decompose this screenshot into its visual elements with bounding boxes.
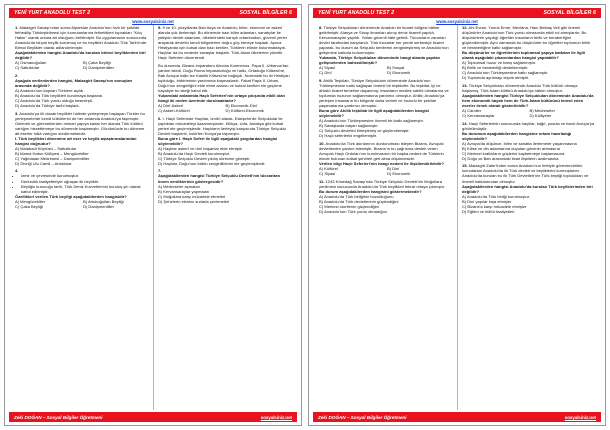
question-passage: Anadolu'ya ilk olarak beylikler halinde yerleşmeye başlayan Türkler bu yerleşmelerde kendi kültürlerini de her anlamda Anadolu'ya taşımıştır. Gelenek ve göreneklerden mimari yapıya kadar her alanda Türk kültürü varlığını hissettirmeye bu dönemde başlamıştır. Günümüzde bu döneme ait eserler hâlâ varlığını sürdürmektedir.	[15, 110, 145, 136]
answer-option[interactable]: D) Külliyeler	[529, 113, 552, 119]
answer-options	[462, 194, 595, 214]
answer-option[interactable]: D) Danişmentliler	[83, 65, 115, 71]
answer-option[interactable]: C) Saltuklular	[15, 65, 40, 71]
answer-option[interactable]: B) Savaşlarda başarı sağlamıştır.	[319, 123, 379, 129]
answer-option[interactable]: C) Çaka Beyliği	[15, 203, 43, 209]
answer-option[interactable]: A) Kültürel	[319, 166, 338, 172]
question-number: 4.	[15, 168, 19, 174]
question-block	[15, 168, 149, 208]
question-passage: Türkiye Selçukluları döneminde Anadolu bir ticaret bölgesi hâline getirilmiştir. Alanya ve Sinop limanları alınıp deniz ticareti yapıldı. Kervansaraylar yapıldı. Yolları güvenli hâle getirdi. Tüccarların zararları devlet tarafından karşılandı. Türk tüccarlar her yerde serbestçe ticaret yaparak, bu durum da Selçuklu kentlerini zenginleştirmiş ve Anadolu'nun gelişimine katkıda bulunmuştur.	[319, 25, 449, 56]
answer-option[interactable]: C) Merkezi krallıkların güçlerini kaybetmeye başlamasına	[462, 150, 565, 156]
answer-option[interactable]: D) Doğu ve Batı arasındaki ticari ilişkilerin azalmasına	[462, 155, 559, 161]
answer-option[interactable]: C) Siyasî	[319, 171, 336, 177]
answer-option[interactable]: B) Medreseler	[529, 108, 555, 114]
footer-author: Zeki DOĞAN – Sosyal Bilgiler Öğretmeni	[14, 414, 103, 420]
answer-option[interactable]: A) Toplumsal huzur ve barış sağlanmıştır.	[462, 60, 537, 66]
answer-options	[158, 103, 291, 113]
question-number: 6.	[158, 115, 162, 121]
question-number: 14.	[462, 120, 468, 126]
answer-options	[15, 199, 149, 209]
question-block	[158, 168, 291, 203]
answer-option[interactable]: D) Divriği Ulu Camii – Artuklular	[15, 161, 72, 166]
question-stem: Bu durumun aşağıdakilerden hangisine ortam hazırladığı söylenebilir?	[462, 130, 572, 141]
question-passage: I. Haçlı Seferinde Haçlılar, İznik'i alarak, Eskişehir'de Selçuklular ile yaptıkları mücadeleyi kazanmışlardır. Kilikya, Urfa, Antakya gibi kutsal yerleri ele geçirmişlerdir. Haçlıların ilerleyişi karşısında Türkiye Selçuklu Devleti başkenti, İznik'ten Konya'ya taşımıştır.	[158, 115, 286, 136]
footer-url[interactable]: sosyalciniz.net	[260, 414, 292, 420]
site-link[interactable]: www.sosyalciniz.net	[132, 19, 174, 24]
question-text	[158, 63, 291, 93]
answer-option[interactable]: A) Mengücekliler	[15, 198, 46, 204]
question-stem: Bu durum aşağıdakilerden hangisini göstermektedir?	[319, 188, 422, 194]
question-text	[462, 83, 595, 93]
question-passage: Malazgirt Zaferi'nden sonra Anadolu'nun fethiyle görevlendirilen komutanlar Anadolu'da ilk Türk devleti ve beyliklerini kurmuşlardır. Anadolu'da kurulan bu ilk Türk Devletleri'nin Türk beyliği toplulukları ve önemli katkılarından olmuştur.	[462, 163, 589, 184]
answer-option[interactable]: A) Anadolu'nun Türkleşmesine önemli bir katkı sağlamıştır.	[319, 118, 424, 124]
question-number: 7.	[158, 168, 162, 174]
column-left	[315, 25, 457, 410]
question-text	[158, 25, 291, 60]
question-passage: 9 ve 10. yüzyıllarda Batı Asya ve Anadolu; bilim, ekonomi ve askerî alanda çok ilerlemişti. Bu dönemde bazı bilim adamları, sanatçılar ile yetişkin devlet adamları, ülkelerindeki karışık ortamlardan, güvenli yerler arayarak devletin kendi bölgelerine doğru göç etmeye başladı. Aynca Hristiyanlar için kutsal olan bazı kentler, Türklerin elinde bulunmaktaydı. Haçlılar da bu nedenle savaşlar başlattı. Türk-İslam ülkelerine yönelik Haçlı Seferleri düzenlendi.	[158, 25, 288, 61]
answer-option[interactable]: D) Toplumda ayrılmayı teşvik etmiştir.	[462, 75, 529, 81]
subject-title: SOSYAL BİLGİLER 6	[239, 10, 292, 16]
answer-option[interactable]: B) Dinî	[387, 166, 400, 172]
question-block	[158, 63, 291, 113]
answer-option[interactable]: A) Medreseler açmaları	[158, 183, 201, 189]
question-block	[462, 83, 595, 118]
answer-option[interactable]: D) Eğitim ve kültür faaliyetleri	[462, 208, 515, 214]
answer-option[interactable]: A) Osmanoğulları	[15, 60, 47, 66]
question-stem: Buna göre Ahilik teşkilatı ile ilgili aşağıdakilerden hangisi söylenebilir?	[319, 108, 430, 119]
column-right	[457, 25, 599, 410]
question-number: 1.	[15, 25, 19, 30]
question-text	[319, 78, 453, 108]
site-link[interactable]: www.sosyalciniz.net	[436, 19, 478, 24]
question-block	[319, 179, 453, 214]
answer-options	[158, 184, 291, 204]
answer-option[interactable]: C) Moğollara karşı mücadele etmeleri	[158, 193, 226, 199]
answer-option[interactable]: B) Ekonomik-Dinî	[225, 103, 257, 109]
page-footer-bar	[9, 412, 297, 422]
answer-option[interactable]: D) Şehirlerin etrafını surlarla çevirmeleri	[158, 198, 230, 204]
answer-option[interactable]: C) Yağıbasan Medresesi – Danişmentliler	[15, 155, 90, 161]
page-header-bar	[313, 8, 601, 18]
answer-option[interactable]: A) Haçlılar askerî ve dinî başarılar elde etmiştir.	[158, 145, 243, 151]
answer-option[interactable]: B) Anadolu'da Türk beylikleri kurulmaya başlandı.	[15, 93, 104, 98]
question-stem: Yukarıda, Türkiye Selçukluları döneminde hangi alanda yapılan gelişmelerden bahsedilmiştir?	[319, 55, 440, 66]
question-stem: Aşağıdakilerden hangisi Türkiye Selçuklu Devleti'nin tüccarlara önem verdiklerinin göstergesidir?	[158, 173, 280, 184]
answer-option[interactable]: B) Mama Hatun Külliyesi – Mengücekliler	[15, 150, 89, 156]
answer-option[interactable]: A) Siyasî	[319, 65, 336, 71]
question-block	[158, 116, 291, 166]
question-number: 5.	[158, 25, 162, 30]
question-stem: Bu düşünürler ve öğretilerinin toplumsal yapıya katkıları ile ilgili olarak aşağıdaki çıkarımlardan hangisi yapılabilir?	[462, 50, 586, 61]
answer-option[interactable]: C) Askerî-Kültürel	[158, 108, 190, 114]
question-passage: Ahi Evran, Yunus Emre, Mevlâna, Hacı Bektaş Veli gibi önemli düşünürler Anadolu'nun Türk yurdu olmasında etkili rol almışlardır. Bu düşünürlerin yaydığı öğretiler insanların birlik ve beraberliğini güçlendirmiştir. Aynı zamanda bu düşünürler bu öğretiler toplumun birlik ve beraberliğine katkı sağlamıştır.	[462, 25, 591, 51]
answer-option[interactable]: C) Bizans'a karşı mücadele etmişler	[462, 203, 527, 209]
question-number: 3.	[15, 110, 19, 116]
question-text	[462, 25, 595, 50]
question-block	[15, 73, 149, 108]
answer-option[interactable]: D) Ekonomik	[387, 171, 411, 177]
answer-option[interactable]: A) Camiler	[462, 108, 482, 114]
answer-option[interactable]: D) Haçlı seferlerini engellemiştir.	[319, 133, 378, 139]
question-number: 2.	[15, 72, 19, 78]
question-number: 12.	[462, 25, 468, 30]
answer-options	[319, 166, 453, 176]
answer-option[interactable]: D) Haçlılar, Doğu'nun bütün zenginliklerini ele geçirmişlerdir.	[158, 161, 266, 166]
answer-option[interactable]: B) Kervansaraylar yapmaları	[158, 188, 210, 194]
question-text	[462, 121, 595, 131]
question-block	[15, 111, 149, 167]
answer-option[interactable]: A) Malabadi Köprüsü – Saltuklular	[15, 145, 77, 151]
question-text	[319, 25, 453, 55]
question-columns	[11, 25, 295, 410]
answer-option[interactable]: A) Dinî-Askerî	[158, 103, 184, 109]
question-block	[319, 141, 453, 176]
question-text	[15, 111, 149, 136]
answer-options	[462, 60, 595, 80]
answer-options	[15, 88, 149, 108]
question-number: 10.	[319, 140, 325, 146]
question-block	[462, 25, 595, 81]
question-text	[15, 25, 149, 50]
answer-option[interactable]: B) Dinî yapılar inşa etmişler	[462, 198, 512, 204]
question-number: 9.	[319, 77, 323, 83]
answer-option[interactable]: A) Anadolu'da Türk birliği kurulmuştur.	[462, 193, 530, 199]
question-passage: Türkiye Selçukluları döneminde Anadolu Türk kültürü olmaya başlamış, Türk-İslam kültürü Anadolu'ya hâkim olmuştur.	[462, 82, 578, 93]
subject-title: SOSYAL BİLGİLER 6	[543, 10, 596, 16]
question-block	[462, 121, 595, 161]
question-stem: Aşağıdakilerden hangisi Anadolu'da kurulan birinci beyliklerden biri değildir?	[15, 50, 146, 61]
question-columns	[315, 25, 599, 410]
answer-options	[319, 194, 453, 214]
footer-author: Zeki DOĞAN – Sosyal Bilgiler Öğretmeni	[318, 414, 407, 420]
answer-options	[462, 108, 595, 118]
answer-option[interactable]: D) Ekonomik	[387, 70, 411, 76]
question-text	[319, 179, 453, 189]
page-left	[4, 4, 302, 426]
question-block	[319, 25, 453, 75]
answer-option[interactable]: D) Danişmentliler	[83, 203, 115, 209]
answer-options	[15, 146, 149, 166]
answer-option[interactable]: C) Anadolu'nun Türkleşmesine katkı sağlamıştır.	[462, 70, 549, 76]
column-left	[11, 25, 153, 410]
question-passage: Anadolu'da Türk akınlarının durdurulması isteyen Bizans, Avrupalı devletlerden yardım istemiştir. Bizans'ın bu çağrısına destek veren Avrupalı Haçlı Orduları'nın kurulmasının bir başka nedeni de Türklerin elinde bulunan kutsal şehirleri geri alma düşüncesidir.	[319, 140, 444, 161]
answer-option[interactable]: D) Kültürel-Ekonomik	[225, 108, 264, 114]
question-passage: Bu durumda, Bizans imparatoru Alexios Komnenos, Papa II. Urbanus'tan yardım istedi. Doğu Roma İmparatorluğu ve halkı, Ortadoğu Kilisesi'ne, Batı Avrupa halkı ise Katolik Kilisesi'ne bağlıydı. Normalde bu iki Hristiyan topluluğu, birbirlerinin yardımına koşmazlardı. Fakat Papa II. Urban, Doğu'nun zenginliğini elde etme arzusu ve kutsal kentleri ele geçirme hayaliyle bu isteği kabul etti.	[158, 62, 290, 93]
answer-options	[158, 146, 291, 166]
question-text	[319, 141, 453, 161]
question-block	[319, 78, 453, 139]
column-right	[153, 25, 295, 410]
page-header-bar	[9, 8, 297, 18]
question-text	[462, 163, 595, 183]
question-number: 8.	[319, 25, 323, 30]
answer-option[interactable]: D) Anadolu'nun Türk yurdu olmadığını	[319, 208, 387, 214]
page-right	[308, 4, 606, 426]
answer-options	[462, 141, 595, 161]
question-block	[158, 25, 291, 60]
question-text	[158, 116, 291, 136]
test-title: YENİ YURT ANADOLU TEST 2	[318, 10, 395, 16]
answer-option[interactable]: A) Anadolu'da Türk birliğinin bozulduğunu	[319, 193, 394, 199]
answer-options	[319, 118, 453, 138]
answer-option[interactable]: B) Kilise ve din adamlarına duyulan güvenin artmasına	[462, 145, 560, 151]
question-number: 15.	[462, 163, 468, 169]
question-stem: Aşağıdakilerden hangisi Anadolu'da kurulan Türk beyliklerinden biri değildir?	[462, 183, 593, 194]
question-stem: I. Türk beylikleri dönemine ait eser ve beylik aşlaştırmalarından hangisi doğrudur?	[15, 135, 137, 146]
test-title: YENİ YURT ANADOLU TEST 2	[14, 10, 91, 16]
question-passage: Haçlı Seferlerinin sonucunda haçlılar, kağıt, pusula ve barut Avrupa'ya götürülmüştür.	[462, 120, 595, 131]
answer-option[interactable]: B) Artukoğulları Beyliği	[83, 198, 124, 204]
answer-option[interactable]: B) Anadolu'da Türk devletlerinin güçlendiğini	[319, 198, 399, 204]
page-footer-bar	[313, 412, 601, 422]
question-passage: Malazgirt Savaşı'ndan sonra Alparslan Anadolu'nun hızlı bir şekilde fethedilip Türkleştirilmesi için komutanlarına fethettikleri toprakları "Kılıç Hakkı" olarak onlara ait olduğunu belirtmiştir. Bu uygulamanın sonucunda Anadolu'da birçok beylik kurulmuş ve bu beylikler Anadolu Türk Tarihi'nde Birinci Beylikler olarak adlandırılmıştır.	[15, 25, 147, 51]
answer-option[interactable]: B) Anadolu'da Haçlı Devleti kurulmuştur.	[158, 150, 231, 156]
answer-option[interactable]: C) Kervansaraylar	[462, 113, 495, 119]
answer-option[interactable]: B) Birlik ve beraberliği desteklemiştir.	[462, 65, 529, 71]
question-block	[15, 25, 149, 70]
question-passage: 1243 Kösedağ Savaşı'nda Türkiye Selçuklu Devleti'nin Moğollara yenilmesi sonucunda Anadolu'da Türk beylikleri tekrar ortaya çıkmıştır.	[319, 178, 445, 189]
bullet-item: • Beyliğin kurucuğu tarih, Türk Deniz Kuvvetlerinin kuruluş yılı olarak kabul edilmiştir.	[21, 184, 149, 194]
answer-option[interactable]: C) Anadolu'da Türk yurdu olduğu kesinleşti.	[15, 98, 93, 104]
answer-option[interactable]: C) Selçuklu devletini birleştirmiş ve güçlendirmiştir.	[319, 128, 410, 134]
answer-option[interactable]: C) Dinî	[319, 70, 332, 76]
question-passage: Ahilik Teşkilatı, Türkiye Selçukluları döneminde Anadolu'nun Türkleşmesine katkı sağlayan önemli bir teşkilattır. Bu teşkilat, iyi ve ahlaklı ticaret temeline dayanmış; insanların meslek sahibi olmalarına ve toplumda huzurun sağlanmasına yardımcı olmuştur. Ahilik; Anadolu'ya yerleşen insanların bu bölgede daha verimli ve huzurlu bir şekilde yaşamalarına yardımcı olmuştur.	[319, 77, 449, 109]
answer-option[interactable]: B) Çaka Beyliği	[83, 60, 111, 66]
answer-option[interactable]: D) Anadolu'da Türkiye tarihi başladı.	[15, 103, 80, 109]
answer-options	[319, 65, 453, 75]
question-block	[462, 163, 595, 213]
question-stem: Buna göre I. Haçlı Seferi ile ilgili aşağıdaki yargılardan hangisi söylenebilir?	[158, 135, 278, 146]
answer-options	[15, 60, 149, 70]
question-stem: Verilen bilgi Haçlı Seferleri'nin hangi nedeni ile ilişkilendirilebilir?	[319, 161, 445, 166]
question-stem: Yukarıdaki anlatımda Haçlı Seferleri'nin ortaya çıkışında etkili olan hangi iki neden üzerinde durulmaktadır?	[158, 93, 285, 104]
bullet-item: • Denizcilik faaliyetleriyle uğraşan ilk beyliktir.	[21, 179, 149, 184]
bullet-list	[15, 173, 149, 193]
question-number: 13.	[462, 82, 468, 88]
footer-url[interactable]: sosyalciniz.net	[564, 414, 596, 420]
question-stem: Aşağıdakilerden hangisi Türkiye Selçukluları döneminde Anadolu'da hem ekonomik hayatı hem de Türk-İslam kültürünü temsil eden eserler örnek olarak gösterilebilir?	[462, 93, 594, 109]
question-stem: Aşağıda verilenlerden hangisi, Malazgirt Savaşı'nın sonuçları arasında değildir?	[15, 77, 133, 88]
question-number: 11.	[319, 178, 325, 184]
answer-option[interactable]: A) Anadolu'nun kapıları Türklere açıldı.	[15, 87, 85, 93]
question-stem: Özellikleri verilen Türk beyliği aşağıdakilerden hangisidir?	[15, 193, 127, 199]
bullet-item: • İzmir ve çevresinde kurulmuştur.	[21, 173, 149, 178]
answer-option[interactable]: A) Avrupa'da düşünce, bilim ve sanatta ilerlemeler yaşanmasına	[462, 140, 577, 146]
answer-option[interactable]: C) Türkiye Selçuklu Devleti yıkılış sürecine girmiştir.	[158, 155, 251, 161]
answer-option[interactable]: B) Sosyal	[387, 65, 405, 71]
answer-option[interactable]: C) Merkezi otoritenin güçlendiğini	[319, 203, 379, 209]
